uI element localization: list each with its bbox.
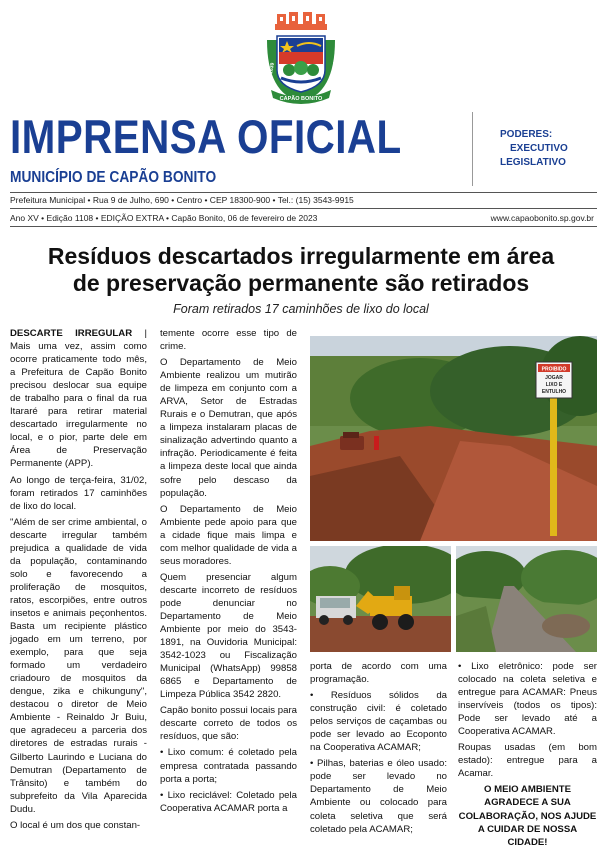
article-column-2 (160, 327, 297, 818)
list-item: • Lixo reciclável: Coletado pela Cooperativa ACAMAR porta a (160, 789, 297, 814)
crest-year-left: 1639 (268, 62, 276, 75)
list-item: • Lixo eletrônico: pode ser colocado na coleta seletiva e entregue para ACAMAR: Pneus inservíveis (todos os tipos): Pode ser levado até a Cooperativa ACAMAR. (458, 661, 597, 738)
article-headline (0, 243, 602, 297)
paragraph: Capão bonito possui locais para descarte correto de todos os resíduos, que são: (160, 705, 297, 743)
power-executive: EXECUTIVO (510, 143, 568, 154)
article-column-4 (458, 660, 597, 849)
address-line: Prefeitura Municipal • Rua 9 de Julho, 690 • Centro • CEP 18300-900 • Tel.: (15) 3543-9915 (10, 195, 354, 205)
headline-line-1: Resíduos descartados irregularmente em área (47, 243, 555, 269)
sign-line-2: JOGAR (545, 375, 563, 381)
powers-label: PODERES: (500, 129, 553, 140)
paragraph: Ao longo de terça-feira, 31/02, foram retirados 17 caminhões de lixo do local. (10, 474, 147, 512)
top-rule (10, 192, 597, 193)
list-item: • Lixo comum: é coletado pela empresa contratada passando porta a porta; (160, 747, 297, 785)
paragraph: "Além de ser crime ambiental, o descarte irregular também prejudica a qualidade de vida da população, contaminando solo e favorecendo a proliferação de mosquitos, ratos, escorpiões, entre outros insetos e animais peçonhentos. Basta um recipiente plástico jogado em um terreno, por exemplo, para que seja formado um verdadeiro criadouro de mosquitos da dengue, zika e chikunguny", destacou o diretor de Meio Ambiente - Reinaldo Jr Buiu, que agradeceu a parceria dos diretores de estradas rurais - Gilberto Laurindo e Luciana do Demutran (Departamento de Trânsito) e também do subprefeito da Vila Aparecida Dudu. (10, 516, 147, 815)
headline-line-2: de preservação permanente são retirados (72, 270, 530, 296)
municipal-crest (259, 12, 343, 106)
article-column-1 (10, 327, 147, 835)
paragraph: Roupas usadas (em bom estado): entregue para a Acamar. (458, 742, 597, 780)
closing-message: O MEIO AMBIENTE AGRADECE A SUA COLABORAÇÃO, NOS AJUDE A CUIDAR DE NOSSA CIDADE! (458, 784, 597, 848)
photo-cleared-road (456, 546, 597, 652)
sign-line-3: LIXO E (545, 382, 563, 388)
paragraph: O local é um dos que constan- (10, 819, 141, 831)
list-item: • Pilhas, baterias e óleo usado: pode ser levado no Departamento de Meio Ambiente ou colocado para coleta seletiva que será coletado pela ACAMAR; (310, 758, 447, 835)
paragraph: temente ocorre esse tipo de crime. (160, 328, 297, 353)
list-item: • Resíduos sólidos da construção civil: é coletado pelos serviços de caçambas ou pode ser levado ao Ecoponto na Cooperativa ACAMAR; (310, 690, 447, 754)
crest-city-text: CAPÃO BONITO (279, 96, 323, 102)
article-kicker: DESCARTE IRREGULAR (10, 328, 133, 339)
middle-rule (10, 208, 597, 209)
masthead-subtitle: MUNICÍPIO DE CAPÃO BONITO (10, 169, 217, 186)
bottom-rule (10, 226, 597, 227)
photo-cleanup-site (310, 336, 597, 541)
paragraph: porta de acordo com uma programação. (310, 661, 447, 686)
photo-loader-truck (310, 546, 451, 652)
edition-line: Ano XV • Edição 1108 • EDIÇÃO EXTRA • Capão Bonito, 06 de fevereiro de 2023 (10, 213, 318, 223)
masthead-title: IMPRENSA OFICIAL (10, 110, 402, 163)
website-link[interactable]: www.capaobonito.sp.gov.br (490, 213, 594, 223)
power-legislative: LEGISLATIVO (500, 157, 566, 168)
sign-line-1: PROIBIDO (541, 366, 567, 373)
paragraph: Quem presenciar algum descarte incorreto de resíduos pode denunciar no Departamento de Meio Ambiente por meio do 3543-1891, na Ouvidoria Municipal: 3542-1023 ou Fiscalização Municipal (WhatsApp) 99858 6865 e Departamento de Limpeza Pública 3542 2820. (160, 571, 297, 701)
powers-block (488, 128, 598, 170)
article-column-3 (310, 660, 447, 839)
paragraph: O Departamento de Meio Ambiente realizou um mutirão de limpeza em conjunto com a ARVA, Setor de Estradas Rurais e o Demutran, que após a limpeza instalaram placas de sinalização advertindo quanto a infração. Periodicamente é feita a limpeza deste local que ainda sofre pelo descaso da população. (160, 357, 297, 499)
article-subhead: Foram retirados 17 caminhões de lixo do local (173, 302, 429, 316)
crest-year-right: 1857 (331, 61, 339, 74)
sign-line-4: ENTULHO (541, 389, 567, 395)
paragraph-text: | Mais uma vez, assim como ocorre praticamente todo mês, a Prefeitura de Capão Bonito precisou deslocar sua equipe de trabalho para o final da rua Itararé para retirar material descartado irregularmente no local, e o pior, parte dele em Área de Preservação Permanente (APP). (10, 328, 147, 470)
masthead-divider (472, 112, 473, 186)
paragraph: O Departamento de Meio Ambiente pede apoio para que a cidade fique mais limpa e com melhor qualidade de vida a seus moradores. (160, 503, 297, 567)
paragraph (10, 327, 147, 471)
